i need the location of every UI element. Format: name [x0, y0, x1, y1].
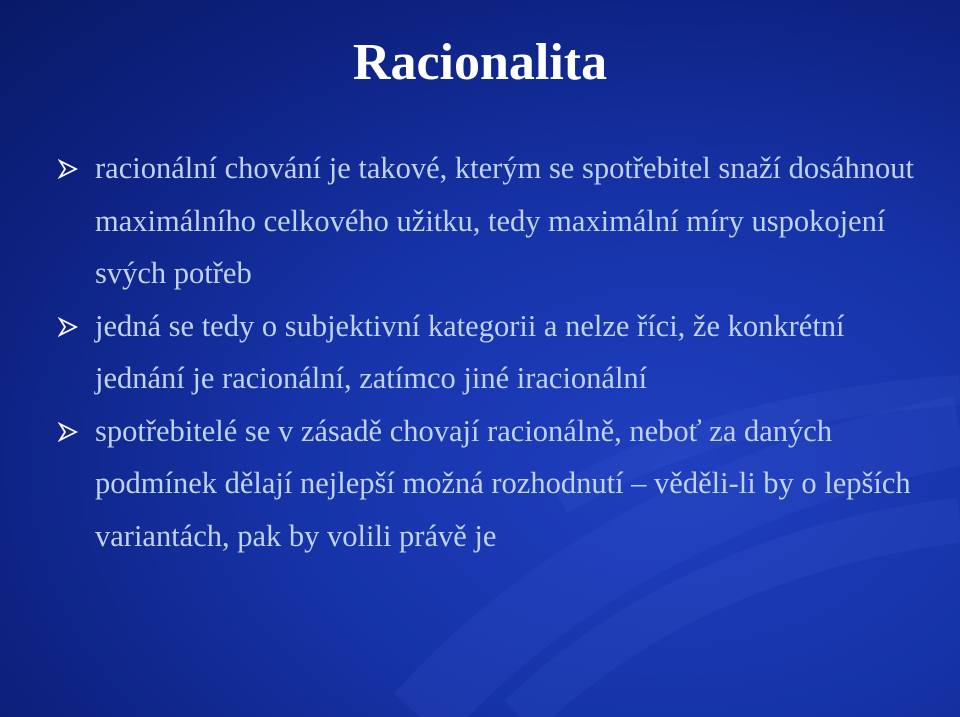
bullet-text: racionální chování je takové, kterým se spotřebitel snaží dosáhnout maximálního celkového užitku, tedy maximální míry uspokojení svých potřeb — [95, 151, 915, 290]
arrowhead-bullet-icon — [58, 422, 78, 442]
arrowhead-bullet-icon — [58, 159, 78, 179]
bullet-list — [58, 142, 918, 562]
bullet-text: jedná se tedy o subjektivní kategorii a nelze říci, že konkrétní jednání je racionální, zatímco jiné iracionální — [95, 308, 845, 395]
bullet-text: spotřebitelé se v zásadě chovají racionálně, neboť za daných podmínek dělají nejlepší možná rozhodnutí – věděli-li by o lepších variantách, pak by volili právě je — [95, 413, 911, 553]
slide-title-text: Racionalita — [352, 34, 608, 91]
arrowhead-bullet-icon — [58, 317, 78, 337]
bullet-item-1 — [58, 142, 918, 300]
slide-title — [0, 34, 960, 91]
bullet-item-2 — [58, 300, 918, 405]
bullet-item-3 — [58, 405, 918, 563]
